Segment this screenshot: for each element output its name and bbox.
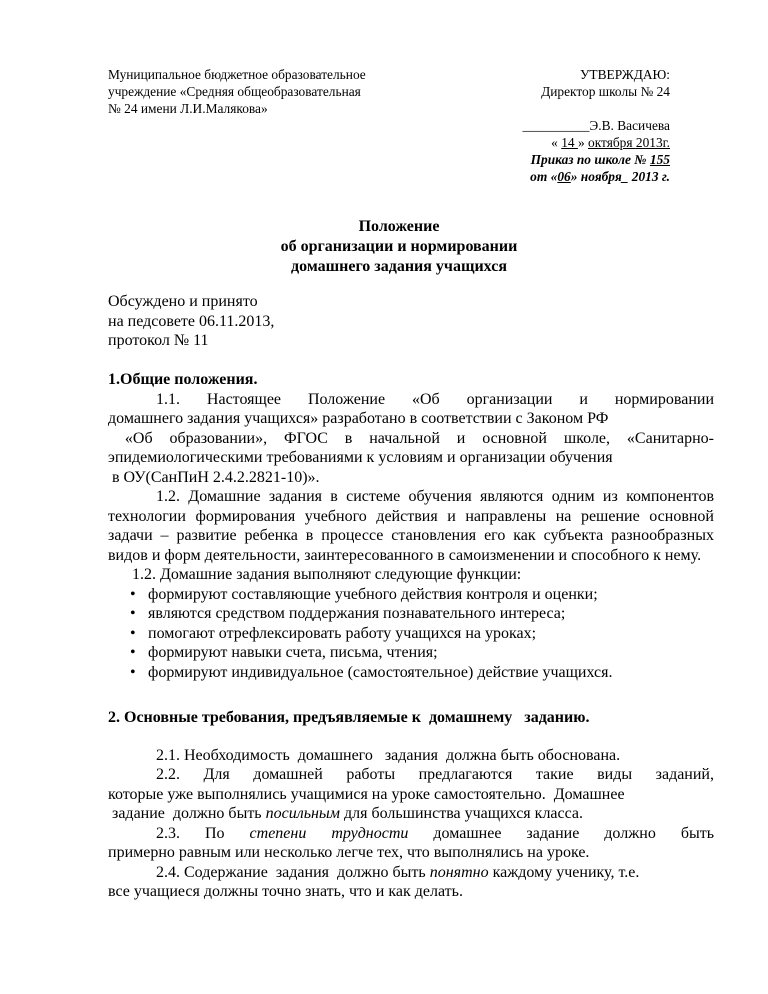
- document-title: [108, 217, 690, 277]
- list-item: • формируют индивидуальное (самостоятельное) действие учащихся.: [108, 663, 714, 683]
- paragraph-2-4: 2.4. Содержание задания должно быть понятно каждому ученику, т.е.: [156, 863, 640, 881]
- section-requirements: [108, 708, 714, 902]
- order-date-line: от «06» ноября_ 2013 г.: [530, 169, 670, 184]
- organization-name: [108, 66, 438, 117]
- approval-block: [468, 66, 670, 185]
- discussed-line: Обсуждено и принято: [108, 293, 258, 310]
- paragraph-1-1-cont: эпидемиологическими требованиями к условиям и организации обучения: [108, 449, 613, 466]
- paragraph-2-3: 2.3. По степени трудности домашнее задание должно быть: [156, 824, 714, 842]
- paragraph-1-1-cont: домашнего задания учащихся» разработано в соответствии с Законом РФ: [108, 410, 609, 427]
- paragraph-1-2: 1.2. Домашние задания в системе обучения являются одним из компонентов технологии формирования учебного действия и направлены на решение основной задачи – развитие ребенка в процессе становления его как субъекта разнообразных видов и форм деятельности, заинтересованного в самоизменении и способного к нему.: [108, 488, 714, 564]
- org-line: учреждение «Средняя общеобразовательная: [108, 84, 361, 99]
- signature-line: __________Э.В. Васичева: [522, 118, 670, 133]
- org-line: Муниципальное бюджетное образовательное: [108, 67, 366, 82]
- section-general: [108, 370, 714, 682]
- paragraph-2-2-cont: задание должно быть посильным для большинства учащихся класса.: [108, 805, 584, 822]
- title-line: домашнего задания учащихся: [291, 258, 507, 275]
- discussed-line: на педсовете 06.11.2013,: [108, 312, 275, 330]
- section-heading: 2. Основные требования, предъявляемые к домашнему заданию.: [108, 709, 590, 726]
- title-line: Положение: [358, 218, 440, 235]
- paragraph-2-3-cont: примерно равным или несколько легче тех, что выполнялись на уроке.: [108, 844, 590, 861]
- paragraph-2-4-cont: все учащиеся должны точно знать, что и как делать.: [108, 883, 463, 900]
- paragraph-2-2: 2.2. Для домашней работы предлагаются такие виды заданий,: [156, 766, 714, 783]
- paragraph-functions: 1.2. Домашние задания выполняют следующие функции:: [132, 566, 522, 583]
- paragraph-1-1-cont: «Об образовании», ФГОС в начальной и основной школе, «Санитарно-: [108, 429, 714, 447]
- list-item: • помогают отрефлексировать работу учащихся на уроках;: [108, 624, 714, 644]
- paragraph-2-1: 2.1. Необходимость домашнего задания должна быть обоснована.: [156, 746, 621, 764]
- approve-label: УТВЕРЖДАЮ:: [579, 67, 670, 82]
- list-item: • формируют составляющие учебного действия контроля и оценки;: [108, 585, 714, 605]
- org-line: № 24 имени Л.И.Малякова»: [108, 101, 268, 116]
- list-item: • являются средством поддержания познавательного интереса;: [108, 604, 714, 624]
- section-heading: 1.Общие положения.: [108, 371, 258, 388]
- director-label: Директор школы № 24: [541, 84, 670, 99]
- discussed-line: протокол № 11: [108, 332, 209, 349]
- paragraph-2-2-cont: которые уже выполнялись учащимися на уроке самостоятельно. Домашнее: [108, 785, 625, 803]
- discussed-block: [108, 292, 508, 351]
- paragraph-1-1-cont: в ОУ(СанПиН 2.4.2.2821-10)».: [108, 468, 320, 486]
- approval-date: « 14 » октября 2013г.: [551, 135, 670, 150]
- functions-list: [108, 585, 714, 683]
- order-line: Приказ по школе № 155: [530, 152, 670, 167]
- paragraph-1-1: 1.1. Настоящее Положение «Об организации и нормировании: [156, 390, 714, 408]
- title-line: об организации и нормировании: [280, 238, 518, 255]
- list-item: • формируют навыки счета, письма, чтения;: [108, 643, 714, 663]
